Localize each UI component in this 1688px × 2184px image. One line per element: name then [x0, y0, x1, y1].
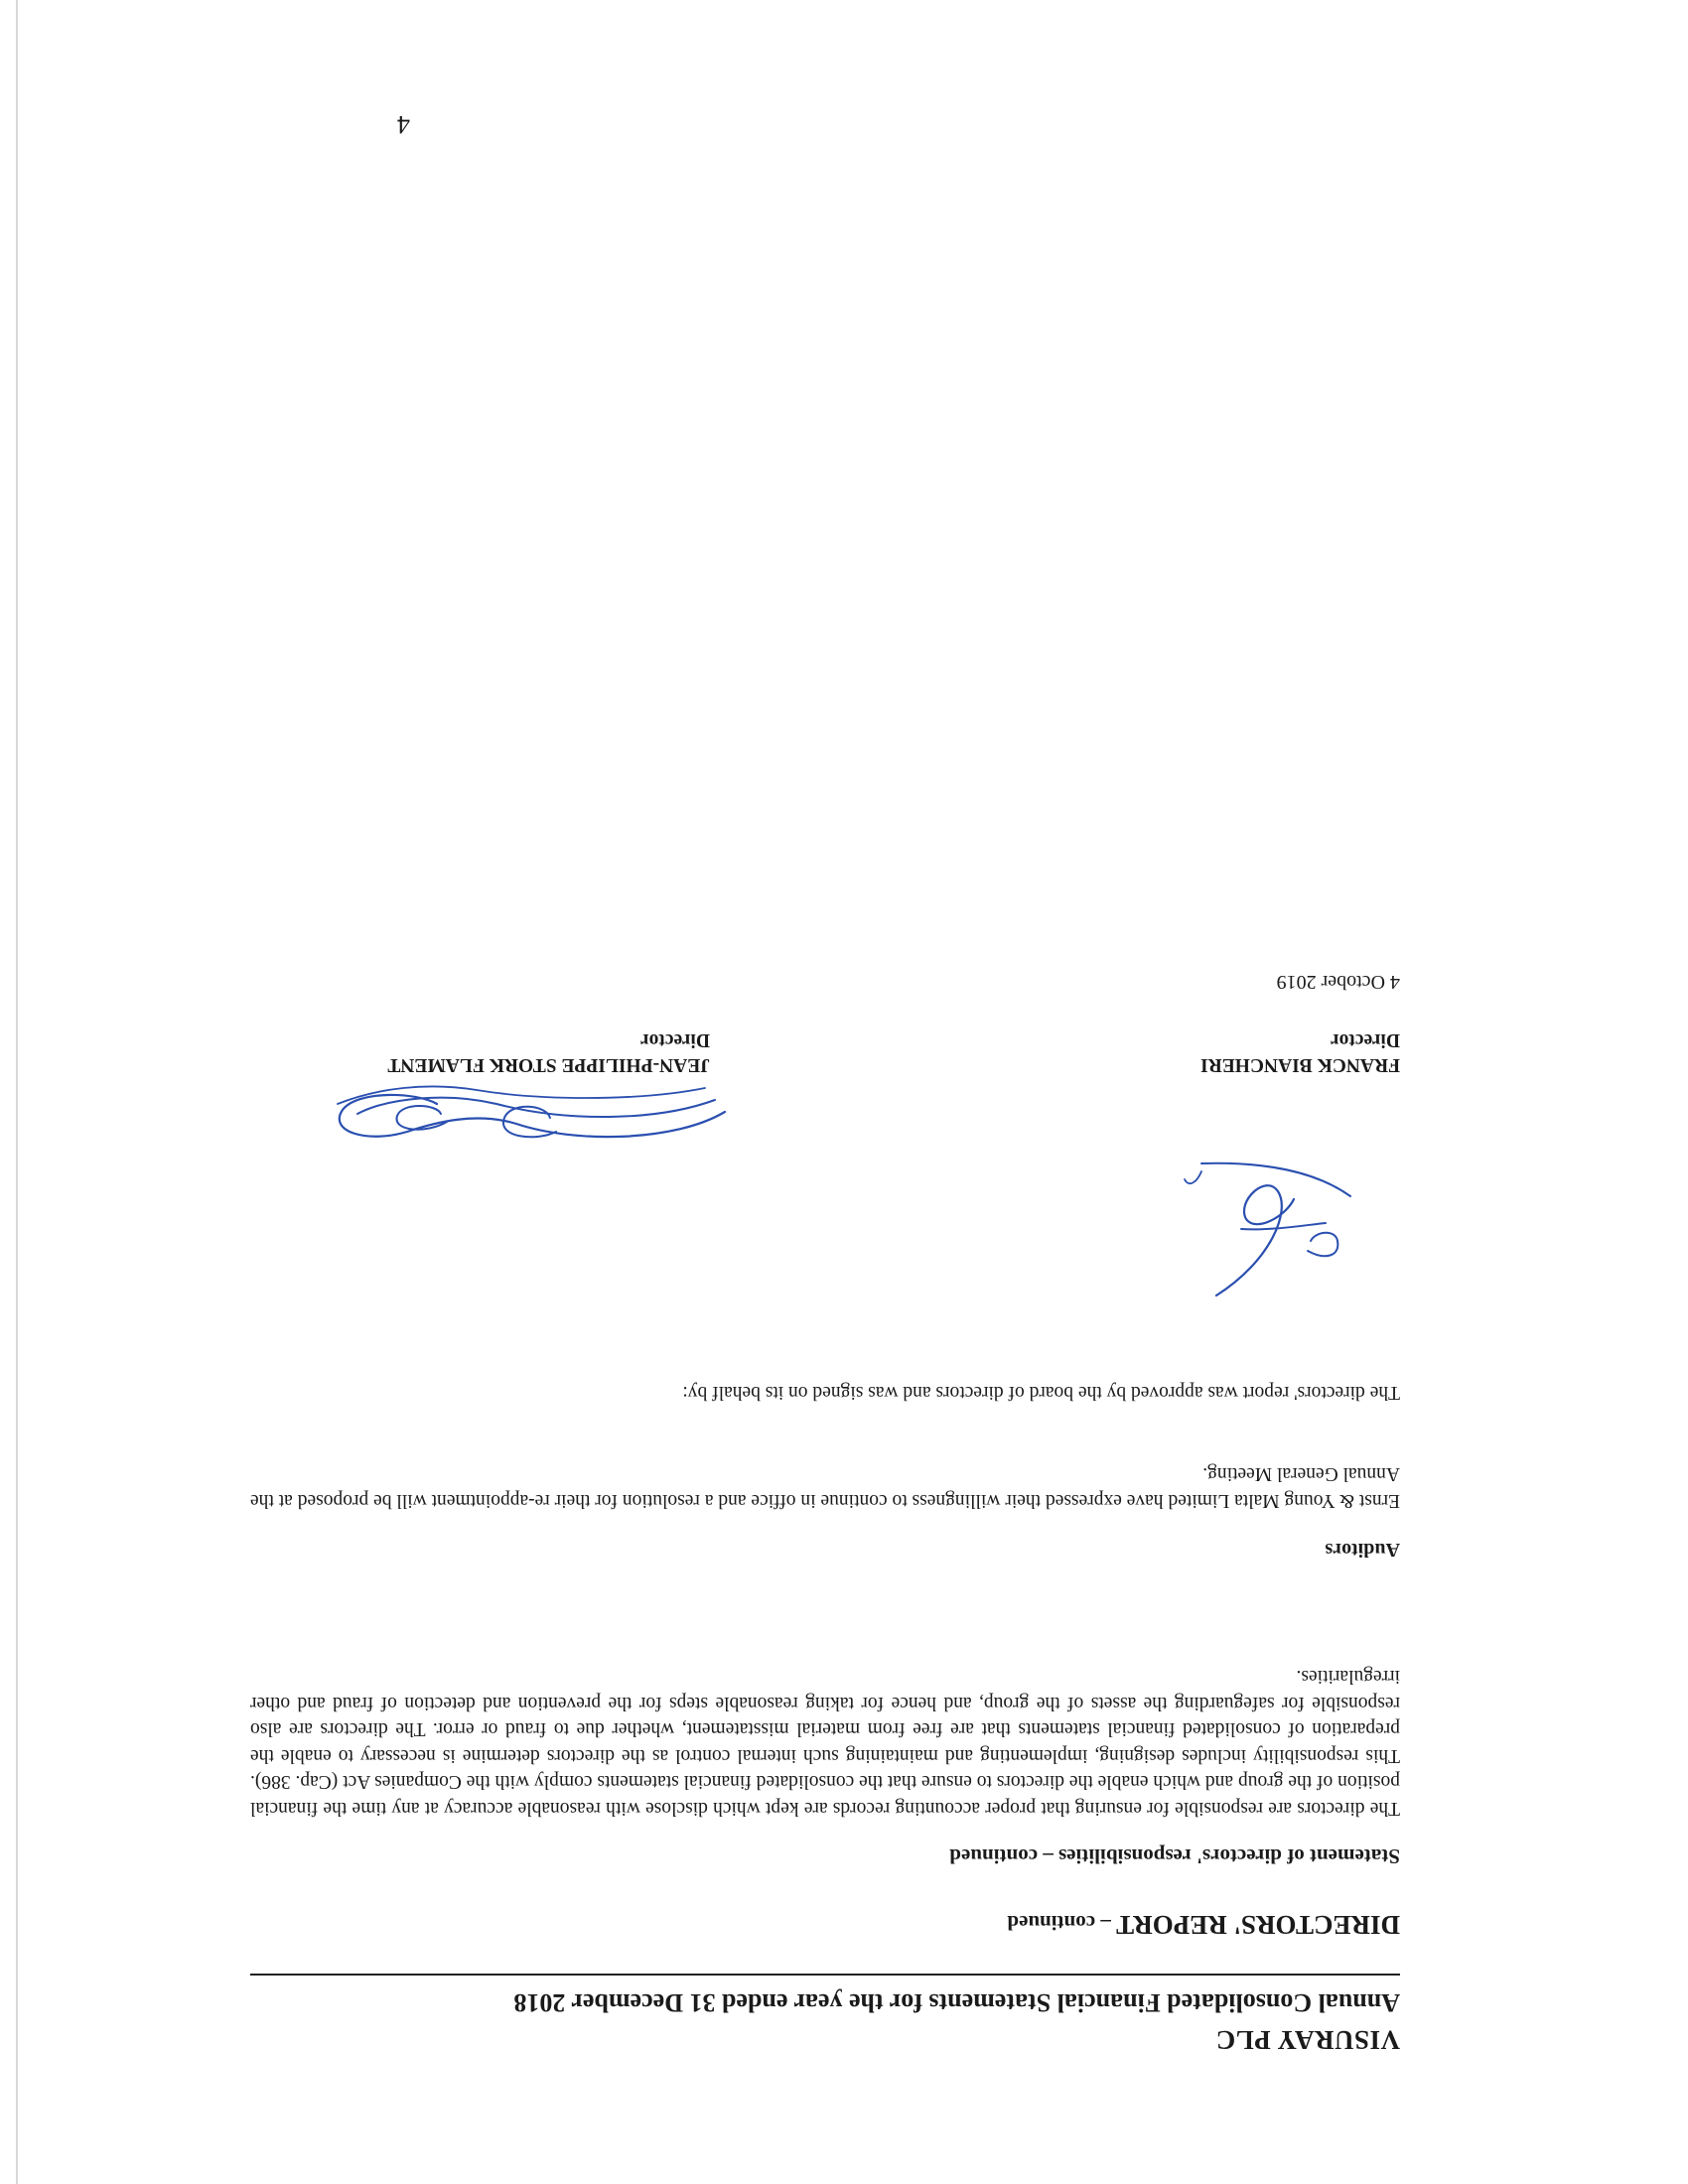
signatory-right: [387, 1027, 710, 1077]
auditors-heading: Auditors: [1325, 1539, 1400, 1561]
statements-subtitle: Annual Consolidated Financial Statements for the year ended 31 December 2018: [513, 1988, 1400, 2017]
signatory-right-name: JEAN-PHILIPPE STORK FLAMENT: [387, 1054, 710, 1075]
scan-edge-line: [16, 0, 18, 2184]
signature-right-image: [318, 1070, 735, 1161]
auditors-paragraph: Ernst & Young Malta Limited have expressed their willingness to continue in office and a resolution for their re-appointment will be proposed at the Annual General Meeting.: [250, 1463, 1400, 1511]
signing-date: 4 October 2019: [1276, 971, 1400, 993]
approval-paragraph: The directors' report was approved by the board of directors and was signed on its behalf by:: [682, 1382, 1400, 1403]
responsibilities-heading: Statement of directors' responsibilities – continued: [949, 1844, 1400, 1868]
page-number: 4: [397, 110, 410, 139]
company-name: VISURAY PLC: [1215, 2025, 1400, 2055]
signatory-left-name: FRANCK BIANCHERI: [1200, 1054, 1400, 1075]
responsibilities-paragraph: The directors are responsible for ensuring that proper accounting records are kept which disclose with reasonable accuracy at any time the financial position of the group and which enable the directors to ensure that the consolidated financial statements comply with the Companies Act (Cap. 386). This responsibility includes designing, implementing and maintaining such internal control as the directors determine is necessary to enable the preparation of consolidated financial statements that are free from material misstatement, whether due to fraud or error. The directors are also responsible for safeguarding the assets of the group, and hence for taking reasonable steps for the prevention and detection of fraud and other irregularities.: [250, 1666, 1400, 1819]
signatory-left: [1200, 1027, 1400, 1077]
report-title: [1007, 1909, 1400, 1940]
signatory-right-role: Director: [639, 1029, 710, 1050]
signature-left-image: [1177, 1152, 1365, 1310]
signatory-left-role: Director: [1330, 1029, 1400, 1050]
header-divider: [250, 1974, 1400, 1976]
report-title-text: DIRECTORS' REPORT: [1116, 1910, 1400, 1940]
report-title-suffix: – continued: [1007, 1911, 1117, 1935]
